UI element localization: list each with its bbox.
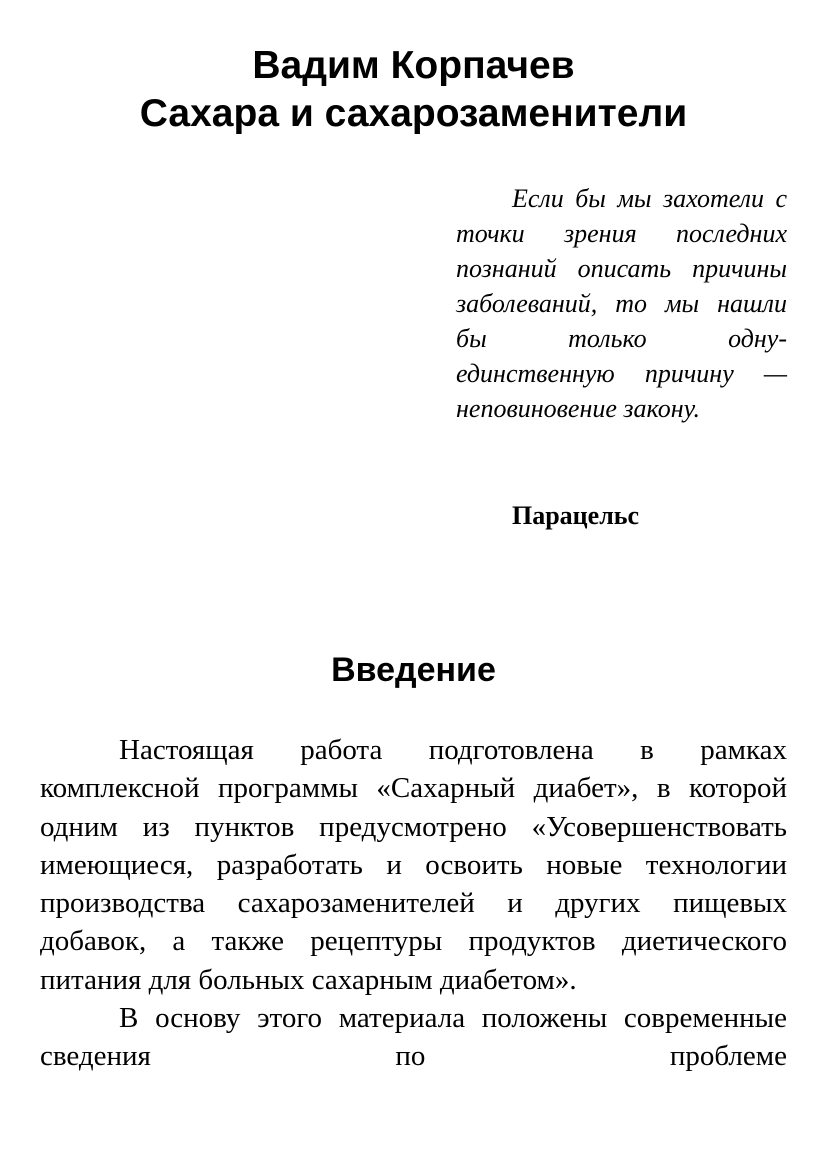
epigraph-text: Если бы мы захотели с точки зрения последних познаний описать причины заболеваний, то мы нашли бы только одну-единственную причину — неповиновение закону. [456,184,787,423]
author-name: Вадим Корпачев [252,44,575,87]
book-title: Сахара и сахарозаменители [139,92,688,135]
epigraph-author: Парацельс [512,501,640,530]
paragraph: В основу этого материала положены современные сведения по проблеме [40,1002,787,1073]
paragraph: Настоящая работа подготовлена в рамках комплексной программы «Сахарный диабет», в которой одним из пунктов предусмотрено «Усовершенствовать имеющиеся, разработать и освоить новые технологии производства сахарозаменителей и других пищевых добавок, а также рецептуры продуктов диетического питания для больных сахарным диабетом». [40,734,787,996]
body-text [40,731,787,1076]
document-title-block [0,42,827,138]
section-heading: Введение [331,651,496,689]
